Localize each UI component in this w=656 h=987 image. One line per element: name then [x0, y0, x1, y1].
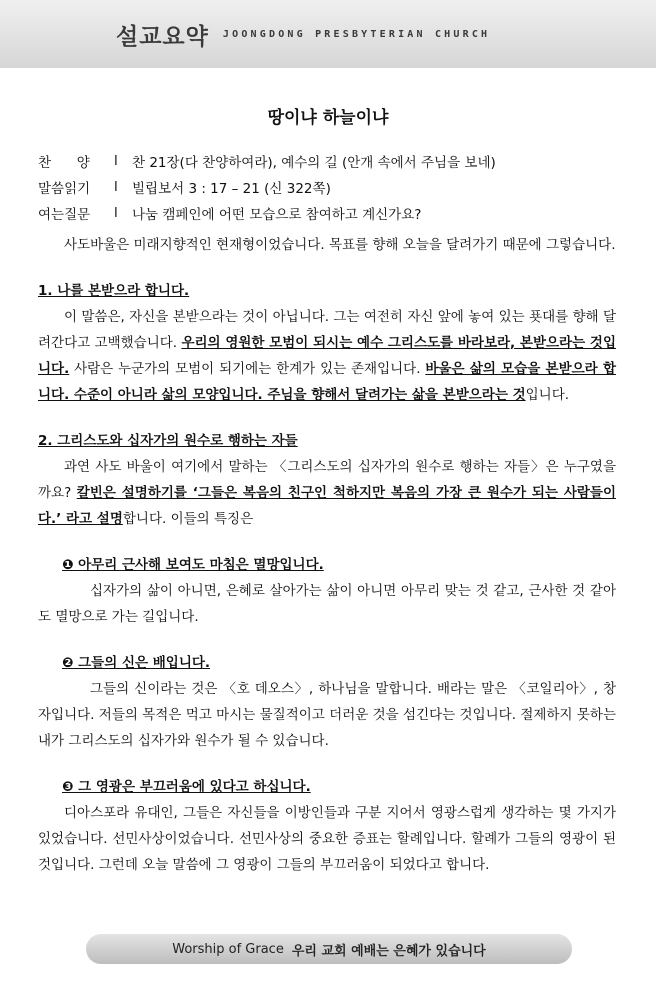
meta-reading-value: 빌립보서 3 : 17 – 21 (신 322쪽): [132, 181, 331, 197]
header-banner: [0, 0, 656, 68]
meta-hymn-value: 찬 21장(다 찬양하여라), 예수의 길 (안개 속에서 주님을 보네): [132, 155, 496, 171]
sermon-meta: [38, 148, 638, 226]
section2-text-2: 합니다. 이들의 특징은: [122, 511, 254, 527]
point2-heading: ❷ 그들의 신은 배입니다.: [62, 655, 211, 671]
footer-slogan-ko: 우리 교회 예배는 은혜가 있습니다: [291, 943, 486, 959]
section2-text-1: 과연 사도 바울이 여기에서 말하는 〈그리스도의 십자가의 원수로 행하는 자들〉은 누구였을까요?: [38, 459, 616, 501]
point3-heading: ❸ 그 영광은 부끄러움에 있다고 하십니다.: [62, 779, 311, 795]
section1-text-3: 입니다.: [525, 387, 570, 403]
meta-question: [38, 200, 638, 226]
point2-paragraph: 그들의 신이라는 것은 〈호 데오스〉, 하나님을 말합니다. 배라는 말은 〈코일리아〉, 창자입니다. 저들의 목적은 먹고 마시는 물질적이고 더러운 것을 섬긴다는 것입니다. 절제하지 못하는 내가 그리스도의 십자가와 원수가 될 수 있습니다.: [38, 681, 616, 749]
section1-paragraph: [38, 304, 616, 408]
meta-reading: [38, 174, 638, 200]
header-title: 설교요약: [116, 23, 209, 50]
section1-heading: 1. 나를 본받으라 합니다.: [38, 283, 190, 299]
intro-paragraph: 사도바울은 미래지향적인 현재형이었습니다. 목표를 향해 오늘을 달려가기 때문에 그렇습니다.: [64, 237, 616, 253]
footer-slogan-en: Worship of Grace: [172, 941, 284, 957]
section2-emphasis-1: 칼빈은 설명하기를 ‘그들은 복음의 친구인 척하지만 복음의 가장 큰 원수가 되는 사람들이다.’ 라고 설명: [38, 485, 616, 527]
meta-separator: l: [114, 205, 118, 221]
meta-question-value: 나눔 캠페인에 어떤 모습으로 참여하고 계신가요?: [132, 207, 422, 223]
footer-banner: [86, 934, 572, 964]
section2-paragraph: [38, 454, 616, 532]
section1-emphasis-2: 바울은 삶의 모습을 본받으라 합니다. 수준이 아니라 삶의 모양입니다. 주님을 향해서 달려가는 삶을 본받으라는 것: [38, 361, 616, 403]
point1-heading: ❶ 아무리 근사해 보여도 마침은 멸망입니다.: [62, 557, 324, 573]
section2-heading: 2. 그리스도와 십자가의 원수로 행하는 자들: [38, 433, 298, 449]
meta-question-label: 여는질문: [38, 207, 91, 223]
point3-paragraph: 디아스포라 유대인, 그들은 자신들을 이방인들과 구분 지어서 영광스럽게 생각하는 몇 가지가 있었습니다. 선민사상이었습니다. 선민사상의 중요한 증표는 할례입니다. 할례가 그들의 영광이 된 것입니다. 그런데 오늘 말씀에 그 영광이 그들의 부끄러움이 되었다고 합니다.: [38, 805, 616, 873]
meta-reading-label: 말씀읽기: [38, 181, 91, 197]
meta-separator: l: [114, 153, 118, 169]
meta-hymn: [38, 148, 638, 174]
meta-separator: l: [114, 179, 118, 195]
section1-emphasis-1: 우리의 영원한 모범이 되시는 예수 그리스도를 바라보라, 본받으라는 것입니다.: [38, 335, 616, 377]
church-name: JOONGDONG PRESBYTERIAN CHURCH: [222, 28, 491, 40]
meta-hymn-label: 찬 양: [38, 155, 90, 171]
section1-text-2: 사람은 누군가의 모범이 되기에는 한계가 있는 존재입니다.: [69, 361, 426, 377]
sermon-body: [38, 232, 616, 878]
point1-paragraph: 십자가의 삶이 아니면, 은혜로 살아가는 삶이 아니면 아무리 맞는 것 같고, 근사한 것 같아도 멸망으로 가는 길입니다.: [38, 583, 616, 625]
section1-text-1: 이 말씀은, 자신을 본받으라는 것이 아닙니다. 그는 여전히 자신 앞에 놓여 있는 푯대를 향해 달려간다고 고백했습니다.: [38, 309, 616, 351]
sermon-title: 땅이냐 하늘이냐: [267, 108, 389, 128]
